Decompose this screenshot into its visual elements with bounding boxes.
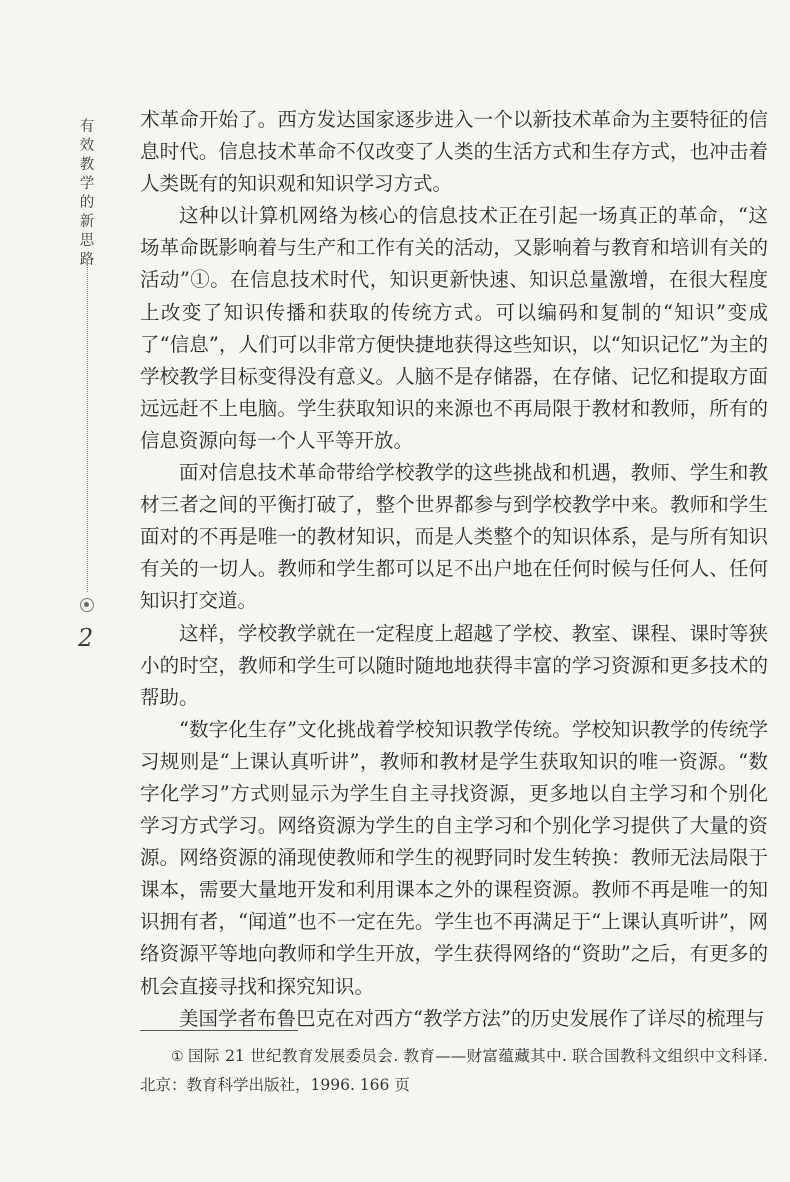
paragraph: 这种以计算机网络为核心的信息技术正在引起一场真正的革命，“这场革命既影响着与生产和工作有关的活动，又影响着与教育和培训有关的活动”①。在信息技术时代，知识更新快速、知识总量激增，在很大程度上改变了知识传播和获取的传统方式。可以编码和复制的“知识”变成了“信息”，人们可以非常方便快捷地获得这些知识，以“知识记忆”为主的学校教学目标变得没有意义。人脑不是存储器，在存储、记忆和提取方面远远赶不上电脑。学生获取知识的来源也不再局限于教材和教师，所有的信息资源向每一个人平等开放。 — [140, 204, 768, 452]
page-number: 2 — [78, 624, 94, 652]
footnote-text: 国际 21 世纪教育发展委员会. 教育——财富蕴藏其中. 联合国教科文组织中文科译. 北京：教育科学出版社，1996. 166 页 — [140, 1047, 768, 1094]
running-book-title: 有效教学的新思路 — [79, 119, 95, 268]
footnote-mark: ① — [171, 1049, 184, 1065]
footnote-divider — [140, 1030, 298, 1031]
paragraph-continued: 术革命开始了。西方发达国家逐步进入一个以新技术革命为主要特征的信息时代。信息技术革命不仅改变了人类的生活方式和生存方式，也冲击着人类既有的知识观和知识学习方式。 — [140, 108, 768, 196]
margin-dotted-rule — [87, 262, 88, 592]
footnote — [140, 1042, 768, 1099]
margin-bullet-icon — [80, 598, 94, 612]
paragraph: 美国学者布鲁巴克在对西方“教学方法”的历史发展作了详尽的梳理与 — [179, 1006, 765, 1030]
paragraph: 这样，学校教学就在一定程度上超越了学校、教室、课程、课时等狭小的时空，教师和学生可以随时随地地获得丰富的学习资源和更多技术的帮助。 — [140, 621, 768, 709]
body-text — [140, 104, 768, 1035]
paragraph: “数字化生存”文化挑战着学校知识教学传统。学校知识教学的传统学习规则是“上课认真听讲”，教师和教材是学生获取知识的唯一资源。“数字化学习”方式则显示为学生自主寻找资源，更多地以自主学习和个别化学习方式学习。网络资源为学生的自主学习和个别化学习提供了大量的资源。网络资源的涌现使教师和学生的视野同时发生转换：教师无法局限于课本，需要大量地开发和利用课本之外的课程资源。教师不再是唯一的知识拥有者，“闻道”也不一定在先。学生也不再满足于“上课认真听讲”，网络资源平等地向教师和学生开放，学生获得网络的“资助”之后，有更多的机会直接寻找和探究知识。 — [140, 717, 768, 998]
paragraph: 面对信息技术革命带给学校教学的这些挑战和机遇，教师、学生和教材三者之间的平衡打破了，整个世界都参与到学校教学中来。教师和学生面对的不再是唯一的教材知识，而是人类整个的知识体系，是与所有知识有关的一切人。教师和学生都可以足不出户地在任何时候与任何人、任何知识打交道。 — [140, 461, 768, 613]
